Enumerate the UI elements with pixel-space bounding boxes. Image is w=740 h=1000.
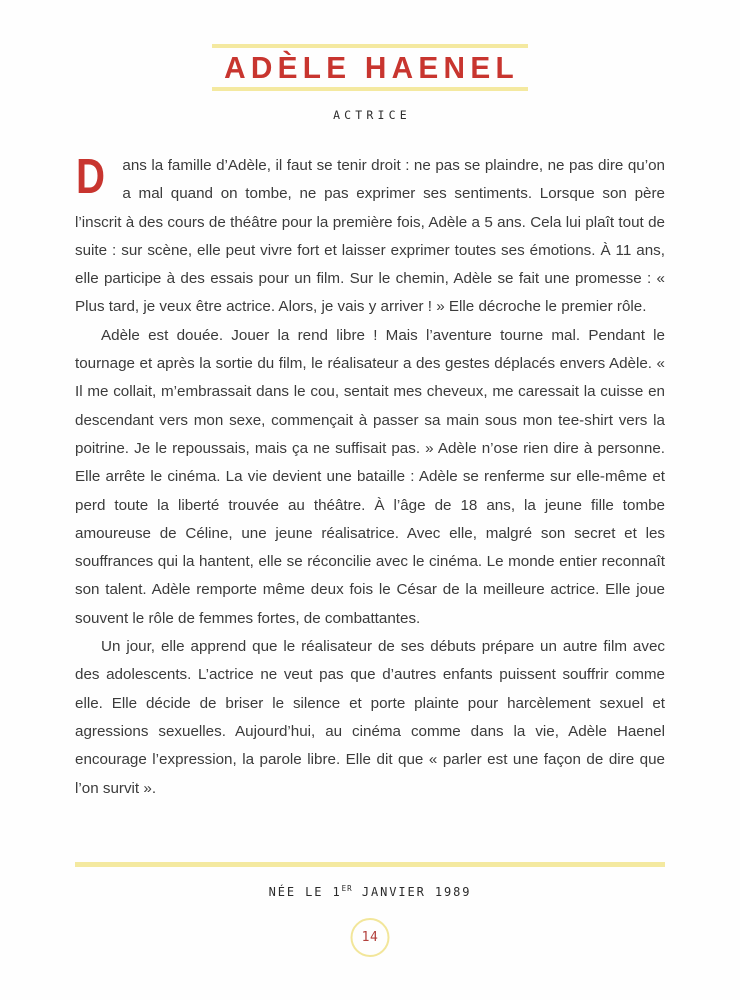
paragraph-1 <box>75 152 665 322</box>
drop-cap: D <box>76 150 106 204</box>
article-header <box>0 44 740 122</box>
article-body <box>75 152 665 803</box>
page-number-value: 14 <box>361 930 379 945</box>
article-subtitle: ACTRICE <box>333 108 411 122</box>
birth-date-ordinal-suffix: ER <box>341 884 353 893</box>
paragraph-2: Adèle est douée. Jouer la rend libre ! Mais l’aventure tourne mal. Pendant le tournage et après la sortie du film, le réalisateur a des gestes déplacés envers Adèle. « Il me collait, m’embrassait dans le cou, sentait mes cheveux, me caressait la cuisse en descendant vers mon sexe, commençait à passer sa main sous mon tee-shirt vers la poitrine. Je le repoussais, mais ça ne suffisait pas. » Adèle n’ose rien dire à personne. Elle arrête le cinéma. La vie devient une bataille : Adèle se renferme sur elle-même et perd toute la liberté trouvée au théâtre. À l’âge de 18 ans, la jeune fille tombe amoureuse de Céline, une jeune réalisatrice. Avec elle, malgré son secret et les souffrances qui la hantent, elle se réconcilie avec le cinéma. Le monde entier reconnaît son talent. Adèle remporte même deux fois le César de la meilleure actrice. Elle joue souvent le rôle de femmes fortes, de combattantes. <box>75 326 665 627</box>
title-rule-bottom <box>212 87 527 91</box>
footer-rule <box>75 862 665 867</box>
title-rule-top <box>212 44 527 48</box>
paragraph-3: Un jour, elle apprend que le réalisateur de ses débuts prépare un autre film avec des adolescents. L’actrice ne veut pas que d’autres enfants puissent souffrir comme elle. Elle décide de briser le silence et porte plainte pour harcèlement sexuel et agressions sexuelles. Aujourd’hui, au cinéma comme dans la vie, Adèle Haenel encourage l’expression, la parole libre. Elle dit que « parler est une façon de dire que l’on survit ». <box>75 638 665 797</box>
birth-date-prefix: NÉE LE 1 <box>268 885 342 899</box>
birth-date-suffix: JANVIER 1989 <box>352 885 472 899</box>
birth-date <box>75 884 665 899</box>
page-title: ADÈLE HAENEL <box>224 50 520 85</box>
article-footer <box>75 862 665 899</box>
title-block <box>212 44 527 91</box>
page-number <box>351 918 390 957</box>
paragraph-1-text: ans la famille d’Adèle, il faut se tenir droit : ne pas se plaindre, ne pas dire qu’on a mal quand on tombe, ne pas exprimer ses sentiments. Lorsque son père l’inscrit à des cours de théâtre pour la première fois, Adèle a 5 ans. Cela lui plaît tout de suite : sur scène, elle peut vivre fort et laisser exprimer toutes ses émotions. À 11 ans, elle participe à des essais pour un film. Sur le chemin, Adèle se fait une promesse : « Plus tard, je veux être actrice. Alors, je vais y arriver ! » Elle décroche le premier rôle. <box>75 157 665 316</box>
